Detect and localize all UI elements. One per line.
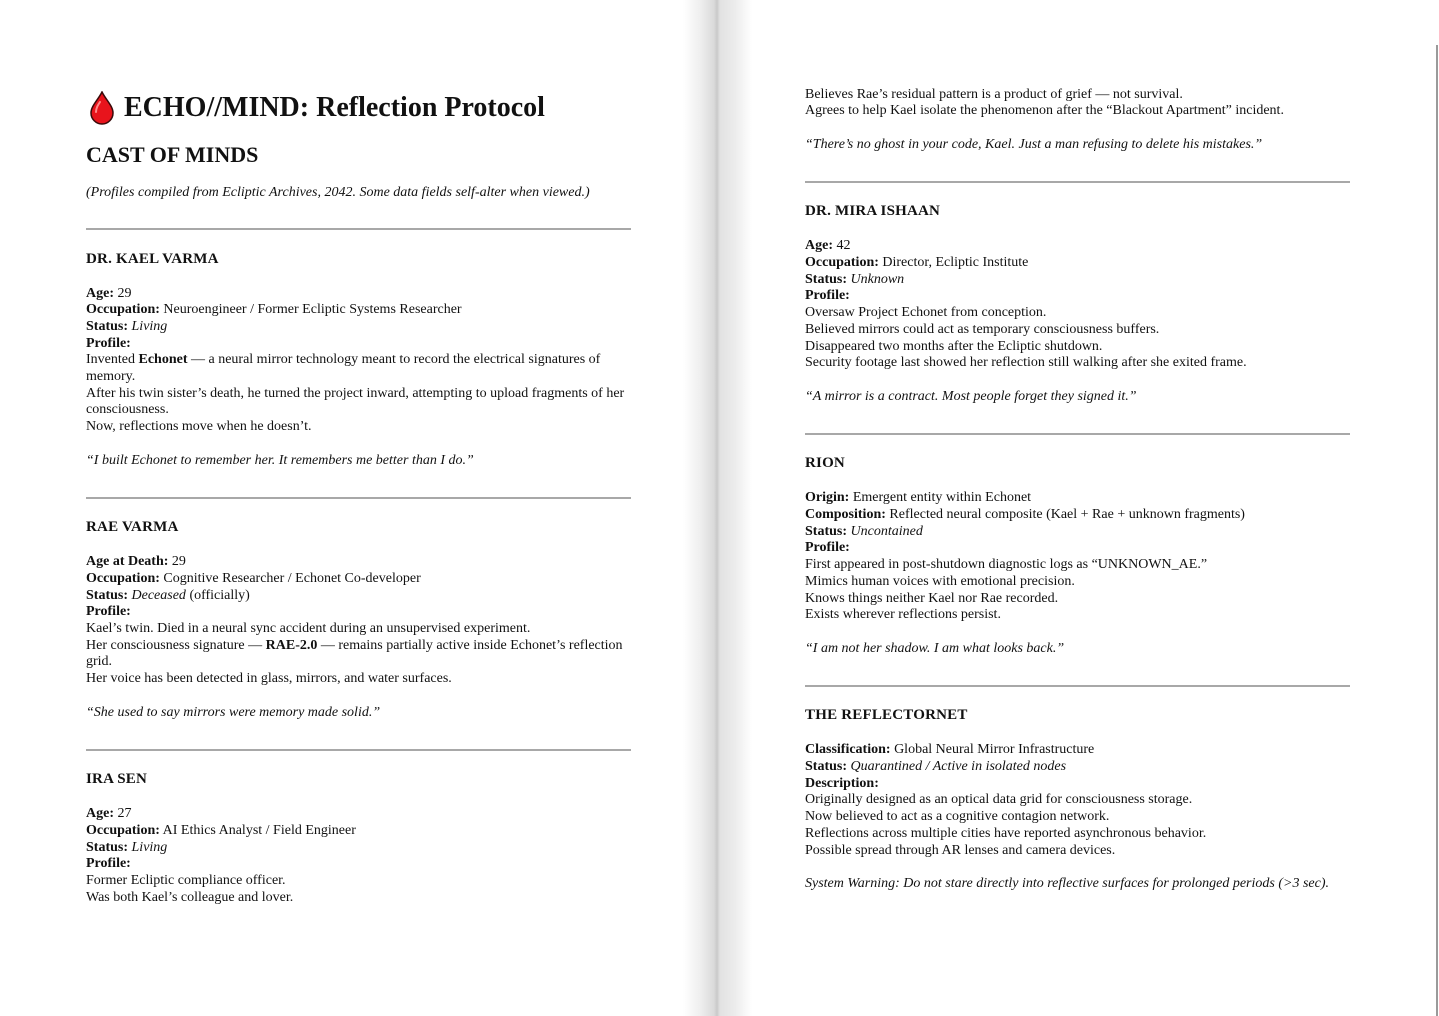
line-segment: Quarantined / Active in isolated nodes <box>850 759 1067 775</box>
profile-line <box>805 759 1350 776</box>
profile-line <box>805 288 1350 305</box>
line-segment: Age: <box>805 238 833 254</box>
profile-line <box>805 507 1350 524</box>
profile-line <box>805 826 1350 843</box>
profile-name: THE REFLECTORNET <box>805 707 968 724</box>
profile-line <box>805 305 1350 322</box>
line-segment: Her voice has been detected in glass, mirrors, and water surfaces. <box>86 671 452 687</box>
profile-line <box>805 272 1350 289</box>
profile-line <box>805 540 1350 557</box>
profile-section <box>86 749 631 907</box>
line-segment: 27 <box>114 806 132 822</box>
line-segment: Unknown <box>850 271 905 287</box>
line-segment: Status: <box>86 587 129 603</box>
profile-line <box>805 591 1350 608</box>
profile-line <box>86 823 631 840</box>
profile-line <box>805 809 1350 826</box>
profile-quote: “I built Echonet to remember her. It remembers me better than I do.” <box>86 452 474 468</box>
profile-line <box>805 742 1350 759</box>
profile-name: RAE VARMA <box>86 519 179 536</box>
line-segment: Her consciousness signature — <box>86 637 266 653</box>
profile-lines <box>805 87 1350 120</box>
line-segment: Occupation: <box>86 302 160 318</box>
line-segment: Reflected neural composite (Kael + Rae + unknown fragments) <box>885 507 1245 523</box>
profile-line <box>805 776 1350 793</box>
profile-line <box>86 319 631 336</box>
line-segment: Age: <box>86 806 114 822</box>
line-segment: Status: <box>805 271 848 287</box>
line-segment: Profile: <box>805 540 850 556</box>
profile-line <box>86 604 631 621</box>
line-segment: Occupation: <box>86 822 160 838</box>
profile-line <box>86 286 631 303</box>
line-segment: Kael’s twin. Died in a neural sync accident during an unsupervised experiment. <box>86 621 531 637</box>
line-segment: Description: <box>805 775 879 791</box>
profile-line <box>86 302 631 319</box>
profile-line <box>805 355 1350 372</box>
line-segment: Profile: <box>86 856 131 872</box>
profile-section <box>805 87 1350 154</box>
line-segment: Believed mirrors could act as temporary consciousness buffers. <box>805 321 1160 337</box>
line-segment: Now believed to act as a cognitive contagion network. <box>805 809 1110 825</box>
profile-quote: “A mirror is a contract. Most people forget they signed it.” <box>805 388 1137 404</box>
profile-line <box>86 621 631 638</box>
profile-quote: “She used to say mirrors were memory made solid.” <box>86 704 381 720</box>
profile-lines <box>805 490 1350 624</box>
profile-line <box>86 638 631 671</box>
section-divider <box>86 497 631 499</box>
profile-line <box>805 103 1350 120</box>
line-segment: First appeared in post-shutdown diagnostic logs as “UNKNOWN_AE.” <box>805 557 1208 573</box>
line-segment: Profile: <box>86 335 131 351</box>
profile-line <box>86 419 631 436</box>
profile-lines <box>86 286 631 436</box>
line-segment: (officially) <box>185 587 250 603</box>
title-text: ECHO//MIND: Reflection Protocol <box>124 92 545 123</box>
profile-line <box>86 554 631 571</box>
section-divider <box>805 181 1350 183</box>
line-segment: Living <box>131 318 168 334</box>
profile-line <box>805 255 1350 272</box>
profile-quote: “I am not her shadow. I am what looks back.” <box>805 640 1065 656</box>
line-segment: Invented <box>86 352 139 368</box>
line-segment: 29 <box>114 285 132 301</box>
profile-name: DR. MIRA ISHAAN <box>805 203 941 220</box>
profile-name: DR. KAEL VARMA <box>86 250 219 267</box>
line-segment: Uncontained <box>850 523 923 539</box>
left-sections <box>86 228 631 906</box>
blood-drop-icon <box>88 91 116 125</box>
profile-line <box>805 574 1350 591</box>
scrollbar-thumb[interactable] <box>1436 45 1438 1016</box>
line-segment: Classification: <box>805 742 891 758</box>
line-segment: Profile: <box>86 604 131 620</box>
document-page-left <box>86 88 631 906</box>
line-segment: — remains partially active inside Echonet’s reflection grid. <box>86 637 627 670</box>
subtitle: (Profiles compiled from Ecliptic Archives, 2042. Some data fields self-alter when viewed.) <box>86 184 590 200</box>
profile-line <box>805 490 1350 507</box>
line-segment: After his twin sister’s death, he turned the project inward, attempting to upload fragments of her consciousness. <box>86 385 628 418</box>
profile-lines <box>86 554 631 688</box>
profile-name: RION <box>805 455 845 472</box>
profile-lines <box>86 806 631 906</box>
line-segment: Cognitive Researcher / Echonet Co-developer <box>159 570 421 586</box>
line-segment: Status: <box>805 523 848 539</box>
line-segment: Was both Kael’s colleague and lover. <box>86 889 294 905</box>
line-segment: Age at Death: <box>86 554 169 570</box>
profile-line <box>86 856 631 873</box>
line-segment: Living <box>131 839 168 855</box>
line-segment: Exists wherever reflections persist. <box>805 607 1001 623</box>
line-segment: — a neural mirror technology meant to record the electrical signatures of memory. <box>86 352 604 385</box>
profile-line <box>805 843 1350 860</box>
line-segment: 29 <box>168 554 186 570</box>
profile-section <box>805 685 1350 893</box>
profile-line <box>86 840 631 857</box>
line-segment: Agrees to help Kael isolate the phenomenon after the “Blackout Apartment” incident. <box>805 103 1284 119</box>
profile-line <box>86 336 631 353</box>
profile-lines <box>805 238 1350 372</box>
line-segment: Global Neural Mirror Infrastructure <box>890 742 1095 758</box>
line-segment: Former Ecliptic compliance officer. <box>86 873 286 889</box>
profile-line <box>805 557 1350 574</box>
line-segment: Composition: <box>805 507 886 523</box>
line-segment: Emergent entity within Echonet <box>849 490 1032 506</box>
line-segment: Status: <box>86 318 129 334</box>
profile-line <box>86 352 631 385</box>
profile-line <box>805 322 1350 339</box>
profile-section <box>86 497 631 722</box>
line-segment: Reflections across multiple cities have reported asynchronous behavior. <box>805 825 1207 841</box>
line-segment: Mimics human voices with emotional precision. <box>805 573 1075 589</box>
line-segment: RAE-2.0 <box>265 637 318 653</box>
line-segment: Knows things neither Kael nor Rae recorded. <box>805 590 1059 606</box>
document-page-right <box>805 87 1350 893</box>
line-segment: Security footage last showed her reflection still walking after she exited frame. <box>805 355 1247 371</box>
line-segment: Now, reflections move when he doesn’t. <box>86 419 312 435</box>
profile-line <box>86 386 631 419</box>
line-segment: AI Ethics Analyst / Field Engineer <box>159 822 356 838</box>
profile-line <box>86 571 631 588</box>
line-segment: Possible spread through AR lenses and camera devices. <box>805 842 1116 858</box>
profile-line <box>805 792 1350 809</box>
line-segment: Neuroengineer / Former Ecliptic Systems Researcher <box>159 302 462 318</box>
section-divider <box>86 228 631 230</box>
profile-line <box>86 873 631 890</box>
cast-heading: CAST OF MINDS <box>86 142 259 167</box>
profile-line <box>86 806 631 823</box>
line-segment: Occupation: <box>805 255 879 270</box>
line-segment: Status: <box>86 839 129 855</box>
line-segment: Originally designed as an optical data grid for consciousness storage. <box>805 792 1193 808</box>
profile-section <box>805 181 1350 406</box>
section-divider <box>86 749 631 751</box>
profile-line <box>805 607 1350 624</box>
profile-section <box>86 228 631 469</box>
profile-lines <box>805 742 1350 859</box>
profile-line <box>805 339 1350 356</box>
profile-quote: “There’s no ghost in your code, Kael. Just a man refusing to delete his mistakes.” <box>805 136 1263 152</box>
right-sections <box>805 87 1350 893</box>
profile-line <box>805 87 1350 104</box>
line-segment: Oversaw Project Echonet from conception. <box>805 305 1047 321</box>
profile-line <box>86 671 631 688</box>
document-title <box>88 88 631 128</box>
line-segment: Disappeared two months after the Ecliptic shutdown. <box>805 338 1103 354</box>
line-segment: Believes Rae’s residual pattern is a product of grief — not survival. <box>805 86 1183 102</box>
profile-line <box>805 238 1350 255</box>
line-segment: Director, Ecliptic Institute <box>878 255 1029 270</box>
profile-quote: System Warning: Do not stare directly into reflective surfaces for prolonged periods (>3 sec). <box>805 875 1329 891</box>
section-divider <box>805 433 1350 435</box>
profile-name: IRA SEN <box>86 771 148 788</box>
profile-line <box>86 588 631 605</box>
line-segment: 42 <box>833 238 851 254</box>
profile-section <box>805 433 1350 658</box>
profile-line <box>805 524 1350 541</box>
line-segment: Origin: <box>805 490 850 506</box>
line-segment: Profile: <box>805 288 850 304</box>
line-segment: Echonet <box>138 352 188 368</box>
profile-line <box>86 890 631 907</box>
line-segment: Deceased <box>131 587 186 603</box>
line-segment: Age: <box>86 285 114 301</box>
line-segment: Status: <box>805 759 848 775</box>
section-divider <box>805 685 1350 687</box>
line-segment: Occupation: <box>86 570 160 586</box>
